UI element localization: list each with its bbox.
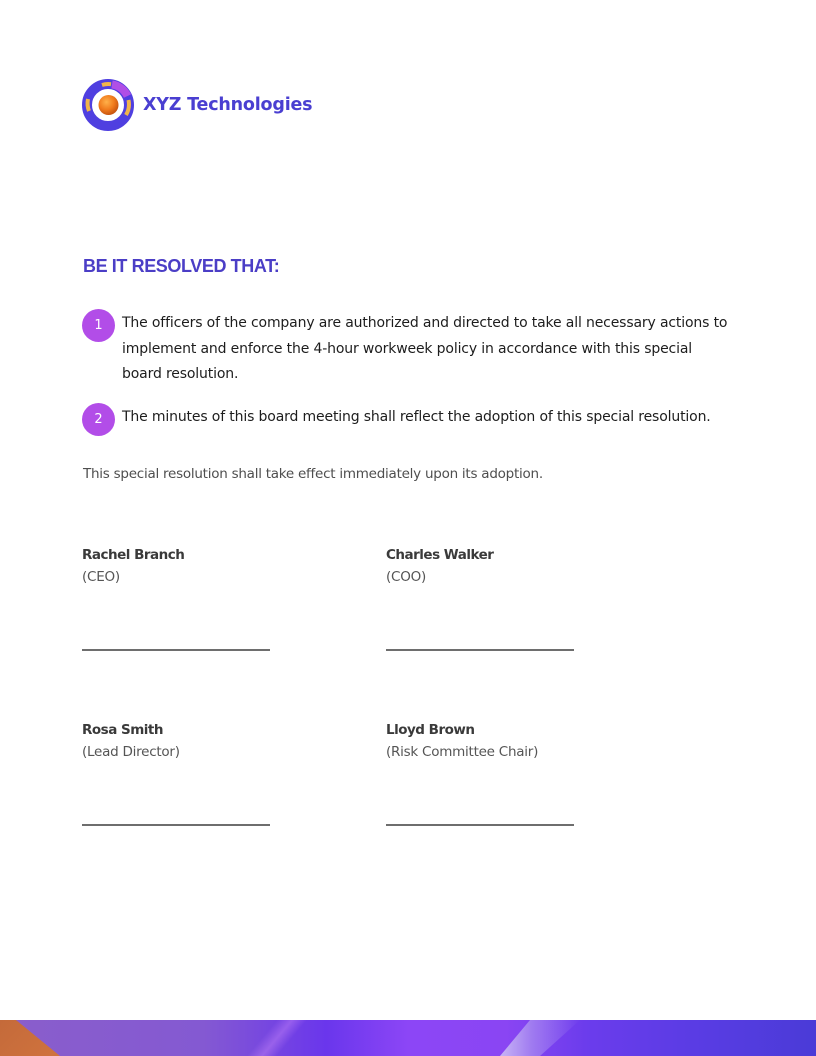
signature-block: [82, 719, 270, 763]
resolution-heading: BE IT RESOLVED THAT:: [83, 256, 280, 276]
company-ring-logo-icon: [82, 79, 134, 131]
resolution-item-text: The minutes of this board meeting shall reflect the adoption of this special resolution.: [122, 408, 711, 425]
resolution-list: [82, 309, 732, 436]
resolution-item: [82, 309, 732, 388]
signatory-name: Rachel Branch: [82, 547, 185, 563]
company-name: XYZ Technologies: [143, 95, 313, 115]
signature-block: [386, 544, 574, 588]
company-logo: [82, 79, 312, 131]
signatory-role: (Lead Director): [82, 744, 180, 760]
resolution-item-text: The officers of the company are authorized and directed to take all necessary actions to implement and enforce the 4-hour workweek policy in accordance with this special board resolution.: [122, 315, 728, 382]
signature-block: [82, 544, 270, 588]
effect-statement: This special resolution shall take effect immediately upon its adoption.: [83, 466, 543, 482]
signatory-role: (Risk Committee Chair): [386, 744, 539, 760]
footer-light-streak: [247, 1020, 307, 1056]
item-number-badge: 2: [82, 403, 115, 436]
signatory-name: Charles Walker: [386, 547, 494, 563]
item-number-badge: 1: [82, 309, 115, 342]
footer-light-streak: [500, 1020, 580, 1056]
signatory-name: Lloyd Brown: [386, 722, 475, 738]
footer-gradient-bar: [0, 1020, 816, 1056]
signature-line[interactable]: [82, 649, 270, 651]
resolution-item: [82, 403, 732, 436]
signature-line[interactable]: [386, 649, 574, 651]
signature-block: [386, 719, 574, 763]
footer-orange-accent: [0, 1020, 60, 1056]
signatory-role: (COO): [386, 569, 426, 585]
signatory-name: Rosa Smith: [82, 722, 163, 738]
signature-line[interactable]: [386, 824, 574, 826]
signatory-role: (CEO): [82, 569, 120, 585]
signature-line[interactable]: [82, 824, 270, 826]
